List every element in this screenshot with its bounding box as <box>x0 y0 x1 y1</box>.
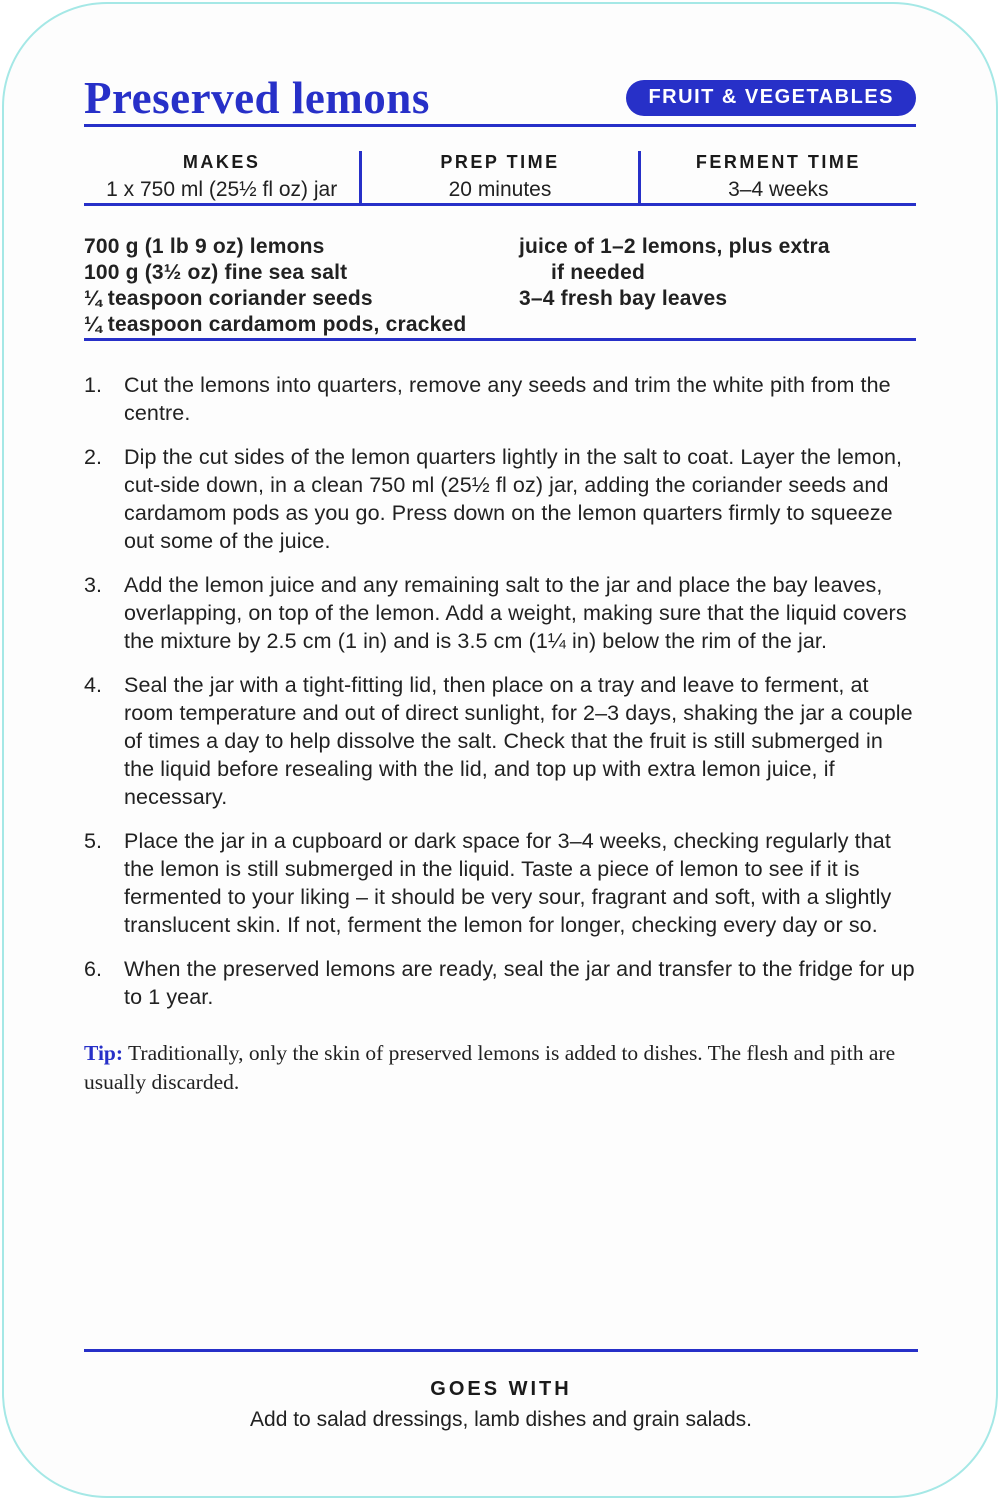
ingredients-list <box>84 234 916 338</box>
step-item-5 <box>84 827 916 939</box>
divider-under-title <box>84 124 916 127</box>
step-number: 6. <box>84 957 102 981</box>
ingredient-item: 700 g (1 lb 9 oz) lemons <box>84 235 325 258</box>
ingredient-item: juice of 1–2 lemons, plus extra <box>519 235 830 258</box>
meta-ferment-time-label: FERMENT TIME <box>695 152 861 172</box>
ingredients-left-column <box>84 234 519 338</box>
ingredient-item: ¼ teaspoon coriander seeds <box>84 287 373 310</box>
ingredient-item-continuation: if needed <box>551 261 645 284</box>
meta-ferment-time-value: 3–4 weeks <box>728 178 829 201</box>
header <box>84 72 916 124</box>
recipe-card <box>2 2 998 1498</box>
step-item-2 <box>84 443 916 555</box>
meta-row <box>84 151 916 203</box>
step-item-1 <box>84 371 916 427</box>
step-text: Place the jar in a cupboard or dark space for 3–4 weeks, checking regularly that the lemon is still submerged in the liquid. Taste a piece of lemon to see if it is fermented to your liking – it should be very sour, fragrant and soft, with a slightly translucent skin. If not, ferment the lemon for longer, checking every day or so. <box>124 829 892 937</box>
ingredient-item: 100 g (3½ oz) fine sea salt <box>84 261 348 284</box>
meta-prep-time <box>362 152 637 202</box>
meta-makes-value: 1 x 750 ml (25½ fl oz) jar <box>106 178 338 201</box>
goes-with-heading: GOES WITH <box>430 1378 572 1400</box>
meta-makes-label: MAKES <box>182 152 261 172</box>
category-badge: FRUIT & VEGETABLES <box>626 80 916 116</box>
step-number: 1. <box>84 373 102 397</box>
method-steps <box>84 371 916 1011</box>
tip-label: Tip: <box>84 1041 124 1065</box>
goes-with-text: Add to salad dressings, lamb dishes and grain salads. <box>250 1408 752 1431</box>
footer <box>84 1349 918 1432</box>
tip-note <box>84 1039 916 1097</box>
page-title: Preserved lemons <box>84 73 430 123</box>
divider-footer <box>84 1349 918 1352</box>
step-number: 5. <box>84 829 102 853</box>
step-item-4 <box>84 671 916 811</box>
tip-text: Traditionally, only the skin of preserved lemons is added to dishes. The flesh and pith are usually discarded. <box>84 1041 896 1094</box>
step-number: 2. <box>84 445 102 469</box>
step-item-6 <box>84 955 916 1011</box>
step-item-3 <box>84 571 916 655</box>
step-text: Cut the lemons into quarters, remove any seeds and trim the white pith from the centre. <box>124 373 891 425</box>
step-text: Dip the cut sides of the lemon quarters lightly in the salt to coat. Layer the lemon, cut-side down, in a clean 750 ml (25½ fl oz) jar, adding the coriander seeds and cardamom pods as you go. Press down on the lemon quarters firmly to squeeze out some of the juice. <box>124 445 903 553</box>
step-text: Add the lemon juice and any remaining salt to the jar and place the bay leaves, overlapping, on top of the lemon. Add a weight, making sure that the liquid covers the mixture by 2.5 cm (1 in) and is 3.5 cm (1¼ in) below the rim of the jar. <box>124 573 907 653</box>
meta-prep-time-value: 20 minutes <box>448 178 552 201</box>
ingredients-right-column <box>519 234 916 338</box>
step-number: 4. <box>84 673 102 697</box>
divider-under-ingredients <box>84 338 916 341</box>
step-text: Seal the jar with a tight-fitting lid, then place on a tray and leave to ferment, at room temperature and out of direct sunlight, for 2–3 days, shaking the jar a couple of times a day to help dissolve the salt. Check that the fruit is still submerged in the liquid before resealing with the lid, and top up with extra lemon juice, if necessary. <box>124 673 913 809</box>
meta-makes <box>84 152 359 202</box>
step-text: When the preserved lemons are ready, seal the jar and transfer to the fridge for up to 1 year. <box>124 957 915 1009</box>
meta-prep-time-label: PREP TIME <box>440 152 560 172</box>
divider-under-meta <box>84 203 916 206</box>
recipe-content <box>4 4 996 1097</box>
ingredient-item: 3–4 fresh bay leaves <box>519 287 728 310</box>
meta-ferment-time <box>641 152 916 202</box>
ingredient-item: ¼ teaspoon cardamom pods, cracked <box>84 313 467 336</box>
step-number: 3. <box>84 573 102 597</box>
